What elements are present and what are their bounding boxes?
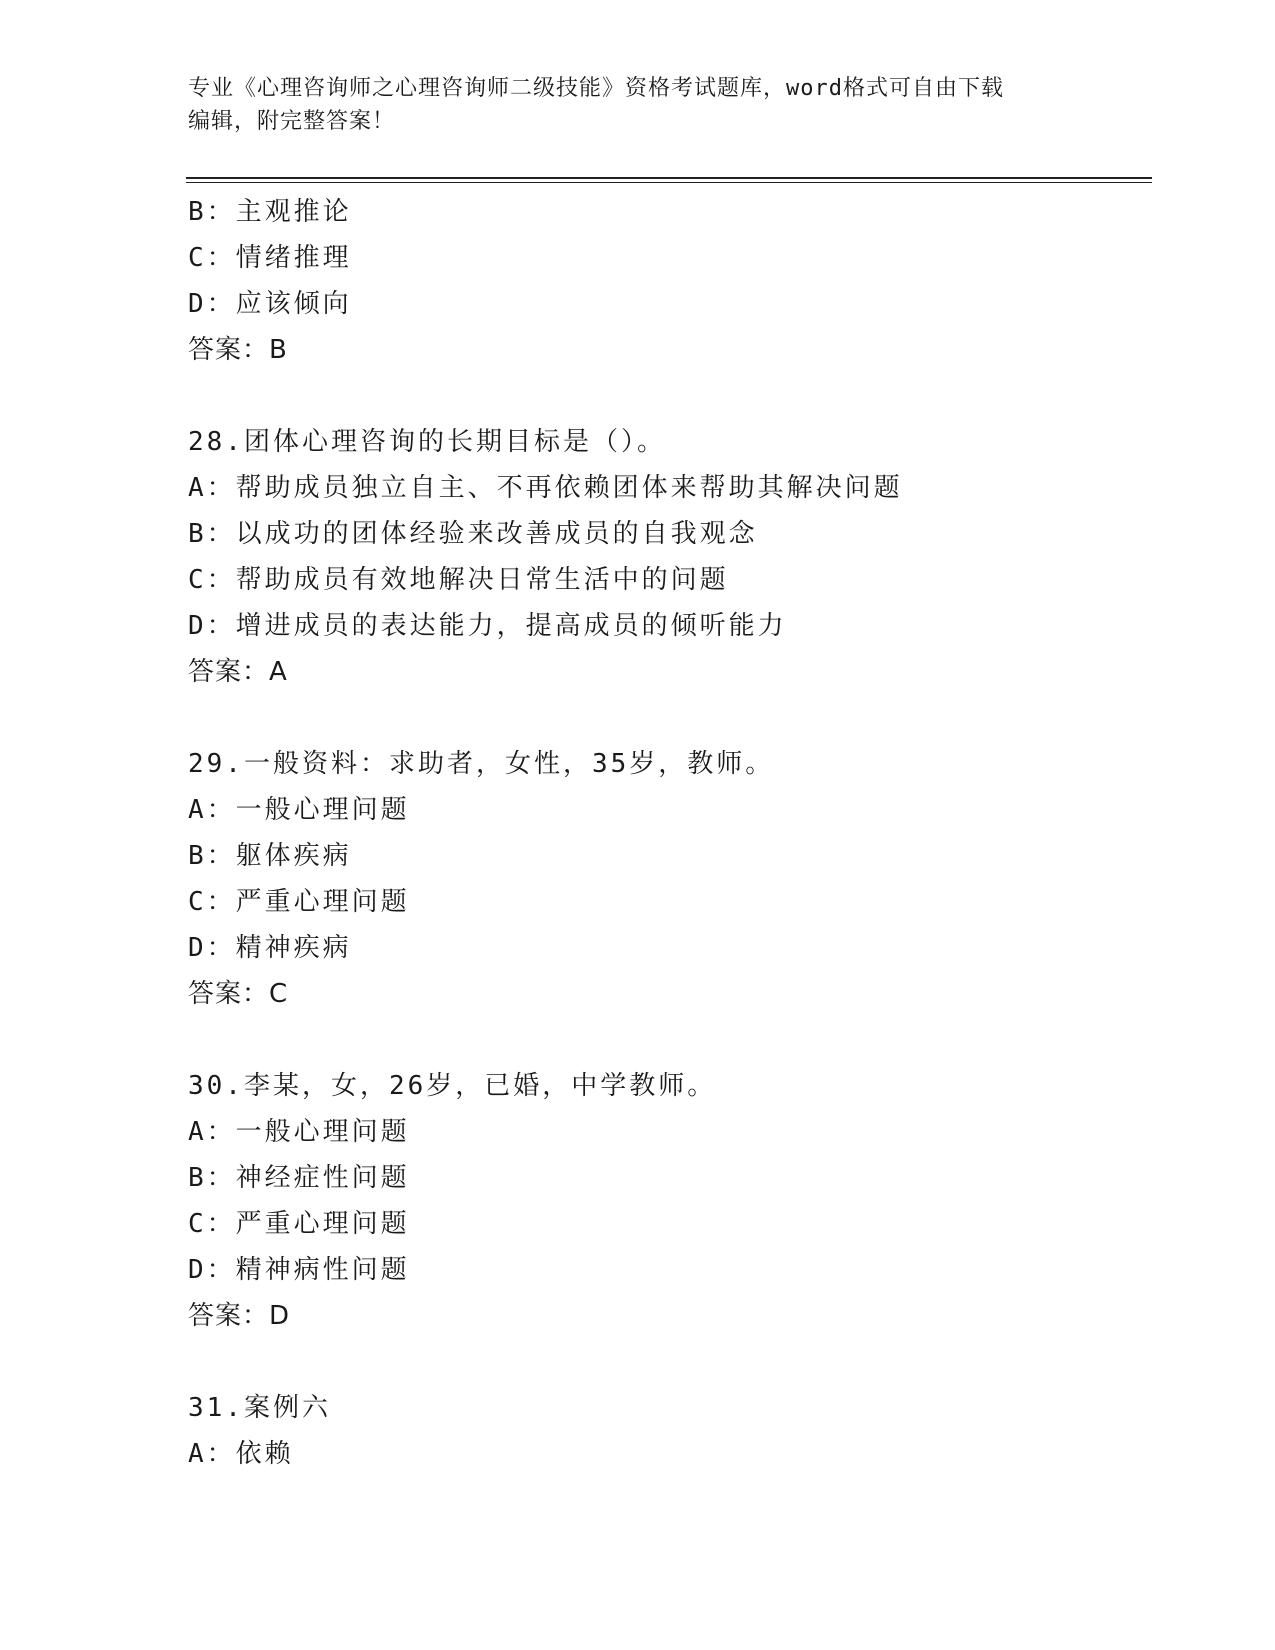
question-27-tail [188, 189, 1148, 373]
option-d: D：精神疾病 [188, 933, 352, 963]
question-list [188, 189, 1148, 1477]
answer: 答案：A [188, 657, 288, 687]
answer: 答案：C [188, 979, 289, 1009]
option-b: B：躯体疾病 [188, 841, 352, 871]
header-divider-thick [186, 177, 1152, 179]
question-stem: 30.李某，女，26岁，已婚，中学教师。 [188, 1071, 717, 1101]
option-a: A：一般心理问题 [188, 795, 410, 825]
question-30 [188, 1063, 1148, 1339]
option-a: A：一般心理问题 [188, 1117, 410, 1147]
option-c: C：严重心理问题 [188, 1209, 410, 1239]
option-b: B：神经症性问题 [188, 1163, 410, 1193]
header-divider-thin [186, 182, 1152, 183]
option-a: A：依赖 [188, 1439, 294, 1469]
question-29 [188, 741, 1148, 1017]
option-c: C：严重心理问题 [188, 887, 410, 917]
option-a: A：帮助成员独立自主、不再依赖团体来帮助其解决问题 [188, 473, 903, 503]
option-d: D：精神病性问题 [188, 1255, 410, 1285]
option-c: C：情绪推理 [188, 243, 352, 273]
question-stem: 28.团体心理咨询的长期目标是（）。 [188, 427, 666, 457]
header-line-1: 专业《心理咨询师之心理咨询师二级技能》资格考试题库，word格式可自由下载 [188, 76, 1004, 101]
question-stem: 31.案例六 [188, 1393, 331, 1423]
answer: 答案：B [188, 335, 288, 365]
option-d: D：应该倾向 [188, 289, 352, 319]
header-line-2: 编辑，附完整答案！ [188, 109, 396, 134]
document-header [188, 72, 1068, 138]
question-31 [188, 1385, 1148, 1477]
option-b: B：主观推论 [188, 197, 352, 227]
option-c: C：帮助成员有效地解决日常生活中的问题 [188, 565, 729, 595]
option-d: D：增进成员的表达能力，提高成员的倾听能力 [188, 611, 787, 641]
question-28 [188, 419, 1148, 695]
option-b: B：以成功的团体经验来改善成员的自我观念 [188, 519, 758, 549]
question-stem: 29.一般资料：求助者，女性，35岁，教师。 [188, 749, 775, 779]
answer: 答案：D [188, 1301, 291, 1331]
